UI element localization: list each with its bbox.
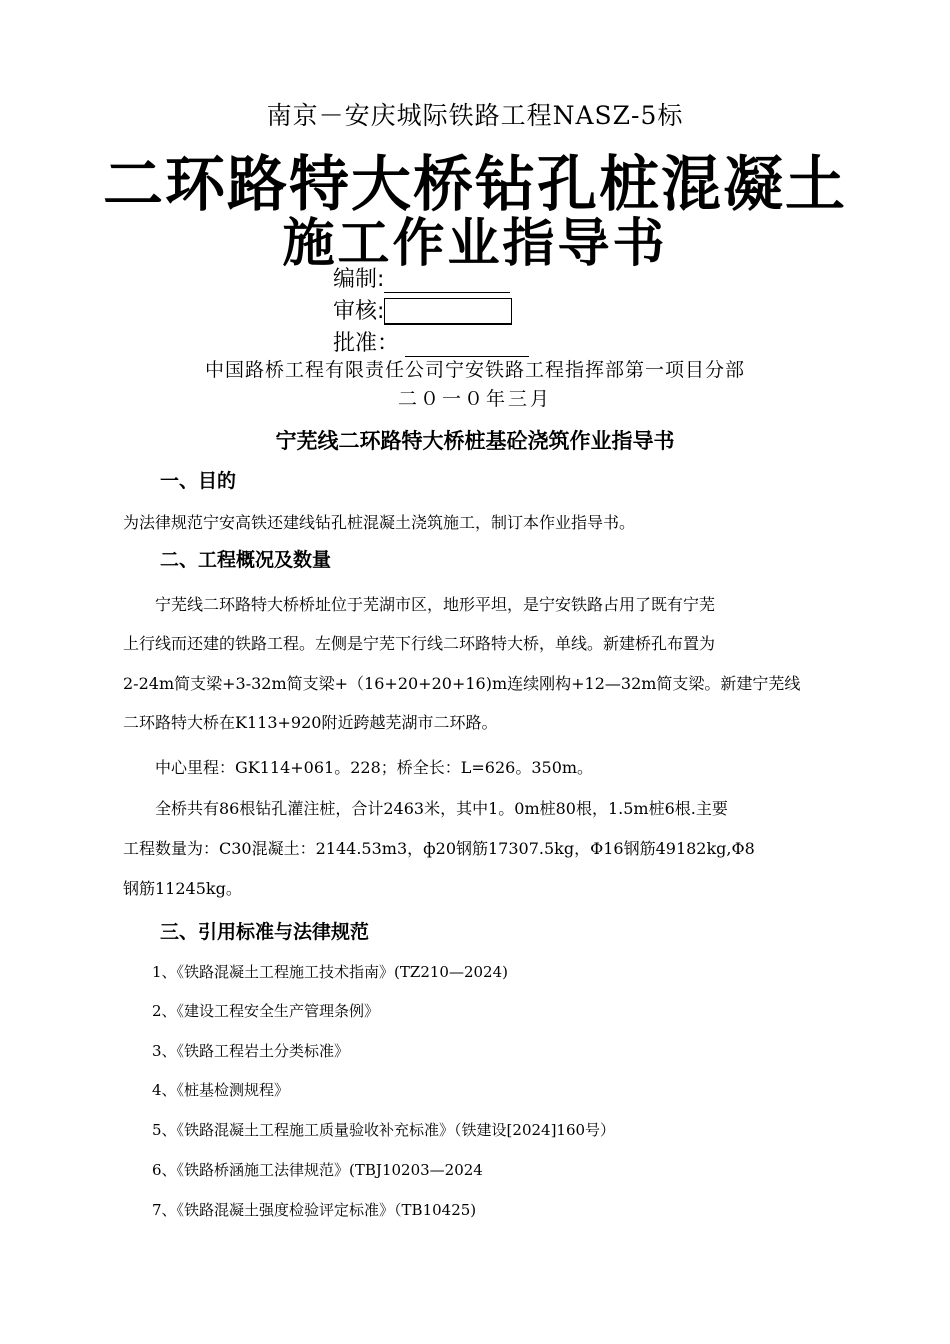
purpose-text: 为法律规范宁安高铁还建线钻孔桩混凝土浇筑施工，制订本作业指导书。: [123, 513, 636, 532]
reviewed-signature-box: [384, 298, 512, 325]
compiled-by-row: [333, 262, 510, 293]
cover-title-line-1: 二环路特大桥钻孔桩混凝土: [103, 150, 847, 220]
standard-item: 7、《铁路混凝土强度检验评定标准》（TB10425): [152, 1201, 477, 1219]
standard-item: 3、《铁路工程岩土分类标准》: [152, 1042, 350, 1060]
reviewed-label: 审核:: [333, 299, 385, 324]
approved-by-row: [333, 326, 529, 357]
standard-item: 4、《桩基检测规程》: [152, 1081, 290, 1099]
project-name: 南京－安庆城际铁路工程NASZ-5标: [266, 101, 684, 130]
quantity-line: 钢筋11245kg。: [123, 879, 242, 898]
compiled-label: 编制:: [333, 267, 385, 292]
overview-line: 二环路特大桥在K113+920附近跨越芜湖市二环路。: [123, 713, 498, 732]
quantity-line: 全桥共有86根钻孔灌注桩，合计2463米，其中1。0m桩80根，1.5m桩6根.主要: [155, 799, 728, 818]
mileage-line: 中心里程：GK114+061。228；桥全长：L=626。350m。: [155, 758, 594, 777]
reviewed-by-row: [333, 294, 512, 325]
cover-title-line-2: 施工作业指导书: [282, 214, 668, 274]
issue-date: 二０一０年三月: [397, 388, 552, 410]
document-title: 宁芜线二环路特大桥桩基砼浇筑作业指导书: [275, 429, 675, 453]
quantity-line: 工程数量为：C30混凝土：2144.53m3，ф20钢筋17307.5kg，Φ16钢筋49182kg,Φ8: [123, 839, 755, 858]
company-name: 中国路桥工程有限责任公司宁安铁路工程指挥部第一项目分部: [204, 359, 745, 381]
section-purpose-heading: 一、目的: [160, 470, 237, 492]
approved-label: 批准：: [333, 331, 400, 356]
section-standards-heading: 三、引用标准与法律规范: [160, 921, 370, 943]
approved-signature-line: [405, 334, 529, 357]
overview-line: 宁芜线二环路特大桥桥址位于芜湖市区，地形平坦，是宁安铁路占用了既有宁芜: [155, 595, 716, 614]
compiled-signature-line: [384, 270, 510, 293]
section-overview-heading: 二、工程概况及数量: [160, 549, 332, 571]
standard-item: 5、《铁路混凝土工程施工质量验收补充标准》（铁建设[2024]160号）: [152, 1121, 616, 1139]
standard-item: 6、《铁路桥涵施工法律规范》(TBJ10203—2024: [152, 1161, 483, 1179]
overview-line: 2-24m简支梁+3-32m简支梁+（16+20+20+16)m连续刚构+12—32m简支梁。新建宁芜线: [123, 674, 801, 693]
overview-line: 上行线而还建的铁路工程。左侧是宁芜下行线二环路特大桥，单线。新建桥孔布置为: [123, 634, 716, 653]
standard-item: 2、《建设工程安全生产管理条例》: [152, 1002, 380, 1020]
standard-item: 1、《铁路混凝土工程施工技术指南》(TZ210—2024): [152, 963, 508, 981]
